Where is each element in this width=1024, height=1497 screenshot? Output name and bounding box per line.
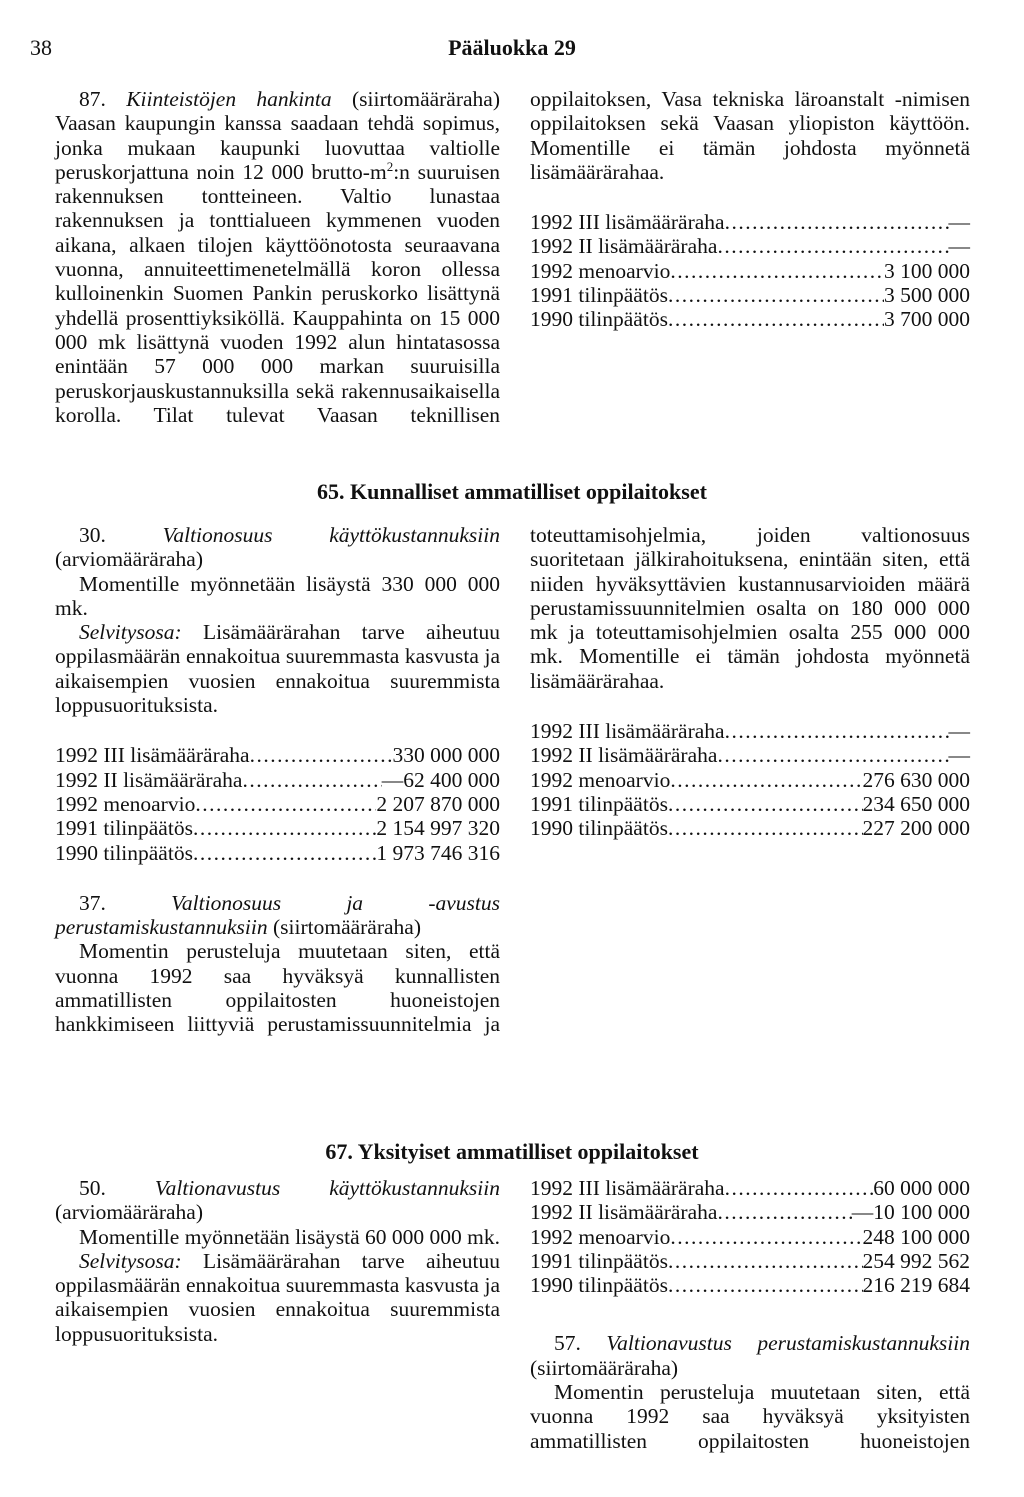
figure-row: 1992 III lisämääräraha ..... 330 000 000 <box>55 743 500 767</box>
figure-row: 1992 II lisämääräraha ..... —62 400 000 <box>55 768 500 792</box>
figure-row: 1991 tilinpäätös ..... 234 650 000 <box>530 792 970 816</box>
item-37-heading <box>55 891 500 940</box>
item-37-title: Valtionosuus ja -avustus perustamiskustannuksiin <box>55 890 500 940</box>
item-87-text-a: Vaasan kaupungin kanssa saadaan tehdä sopimus, jonka mukaan kaupunki luovuttaa valtiolle peruskorjattuna noin 12 000 brutto-m <box>55 111 500 184</box>
item-50-explanation-text: Lisämäärärahan tarve aiheutuu oppilasmäärän ennakoitua suuremmasta kasvusta ja aikaisempien vuosien ennakoitua suuremmista loppusuorituksista. <box>55 1248 500 1346</box>
figure-row: 1992 III lisämääräraha ..... 60 000 000 <box>530 1176 970 1200</box>
item-50-title: Valtionavustus käyttökustannuksiin <box>154 1176 500 1200</box>
figure-row: 1990 tilinpäätös ..... 227 200 000 <box>530 816 970 840</box>
item-50-number: 50. <box>79 1176 106 1200</box>
item-57-title: Valtionavustus perustamiskustannuksiin <box>606 1331 970 1356</box>
item-37-kind: (siirtomääräraha) <box>272 915 422 940</box>
item-57-kind: (siirtomääräraha) <box>530 1355 679 1380</box>
figure-row: 1992 menoarvio ..... 248 100 000 <box>530 1225 970 1249</box>
item-37-figures <box>530 719 970 840</box>
item-30-grant: Momentille myönnetään lisäystä 330 000 000 mk. <box>55 571 500 620</box>
item-87-number: 87. <box>79 87 106 111</box>
item-50-explanation-label: Selvitysosa: <box>79 1248 182 1273</box>
item-50-kind: (arviomääräraha) <box>55 1200 204 1225</box>
item-50-block <box>55 1176 500 1346</box>
figure-row: 1992 menoarvio ..... 2 207 870 000 <box>55 792 500 816</box>
item-87-text-continued: oppilaitoksen, Vasa tekniska läroanstalt -nimisen oppilaitoksen sekä Vaasan yliopiston käyttöön. Momentille ei tämän johdosta myönnetä lisämäärärahaa. <box>530 87 970 184</box>
figure-row: 1992 III lisämääräraha ..... — <box>530 210 970 234</box>
item-30-explanation-text: Lisämäärärahan tarve aiheutuu oppilasmäärän ennakoitua suuremmasta kasvusta ja aikaisempien vuosien ennakoitua suuremmista loppusuorituksista. <box>55 620 500 718</box>
item-87-superscript: 2 <box>386 158 394 174</box>
item-30-number: 30. <box>79 523 106 547</box>
item-50-grant: Momentille myönnetään lisäystä 60 000 000 mk. <box>79 1224 500 1249</box>
item-37-number: 37. <box>79 890 106 915</box>
figure-row: 1990 tilinpäätös ..... 1 973 746 316 <box>55 841 500 865</box>
page-title: Pääluokka 29 <box>448 35 576 60</box>
item-87-title: Kiinteistöjen hankinta <box>126 87 332 111</box>
figure-row: 1990 tilinpäätös ..... 3 700 000 <box>530 307 970 331</box>
item-87-figures <box>530 210 970 331</box>
section-67-right <box>530 1176 970 1453</box>
item-30-explanation <box>55 620 500 717</box>
section-67-title: 67. Yksityiset ammatilliset oppilaitokset <box>325 1139 699 1164</box>
item-87-text-b: :n suuruisen rakennuksen tontteineen. Valtio lunastaa rakennuksen ja tonttialueen kymmenen vuoden aikana, alkaen tilojen käyttöönotosta seuraavana vuonna, annuiteettimenetelmällä koron ollessa kulloinenkin Suomen Pankin peruskorko lisättynä yhdellä prosenttiyksiköllä. Kauppahinta on 15 000 000 mk lisättynä vuoden 1992 alun hintatasossa enintään 57 000 000 markan suuruisilla peruskorjauskustannuksilla sekä rakennusaikaisella korolla. Tilat tulevat Vaasan teknillisen <box>55 159 501 427</box>
item-50-explanation <box>55 1249 500 1346</box>
figure-row: 1992 II lisämääräraha ..... —10 100 000 <box>530 1200 970 1224</box>
item-87-kind: (siirtomääräraha) <box>351 87 501 111</box>
item-57-number: 57. <box>554 1331 581 1356</box>
item-30-explanation-label: Selvitysosa: <box>79 620 182 645</box>
figure-row: 1991 tilinpäätös ..... 254 992 562 <box>530 1249 970 1273</box>
figure-row: 1992 II lisämääräraha ..... — <box>530 234 970 258</box>
item-87-text <box>55 87 500 427</box>
figure-row: 1991 tilinpäätös ..... 3 500 000 <box>530 283 970 307</box>
section-65-title: 65. Kunnalliset ammatilliset oppilaitokset <box>317 479 707 504</box>
figure-row: 1992 III lisämääräraha ..... — <box>530 719 970 743</box>
item-30-heading <box>55 523 500 572</box>
item-57-heading <box>530 1331 970 1380</box>
item-50-figures <box>530 1176 970 1297</box>
item-30-kind: (arviomääräraha) <box>55 547 204 572</box>
figure-row: 1992 menoarvio ..... 276 630 000 <box>530 768 970 792</box>
item-37-text-continued: toteuttamisohjelmia, joiden valtionosuus suoritetaan jälkirahoituksena, enintään siten, että niiden hyväksyttävien kustannusarvioiden määrä perustamissuunnitelmien osalta on 180 000 000 mk ja toteuttamisohjelmien osalta 255 000 000 mk. Momentille ei tämän johdosta myönnetä lisämäärärahaa. <box>530 523 970 693</box>
figure-row: 1992 menoarvio ..... 3 100 000 <box>530 259 970 283</box>
item-50-heading-text <box>55 1176 500 1225</box>
section-65-right <box>530 523 970 841</box>
page-number: 38 <box>30 35 52 60</box>
item-87-left <box>55 87 500 427</box>
figure-row: 1990 tilinpäätös ..... 216 219 684 <box>530 1273 970 1297</box>
figure-row: 1991 tilinpäätös ..... 2 154 997 320 <box>55 816 500 840</box>
item-37-text: Momentin perusteluja muutetaan siten, että vuonna 1992 saa hyväksyä kunnallisten ammatillisten oppilaitosten huoneistojen hankkimiseen liittyviä perustamissuunnitelmia ja <box>55 939 500 1037</box>
figure-row: 1992 II lisämääräraha ..... — <box>530 743 970 767</box>
item-30-title: Valtionosuus käyttökustannuksiin <box>162 523 500 547</box>
item-57-text: Momentin perusteluja muutetaan siten, että vuonna 1992 saa hyväksyä yksityisten ammatillisten oppilaitosten huoneistojen <box>530 1380 970 1453</box>
item-87-right <box>530 87 970 332</box>
section-65-left <box>55 523 500 1037</box>
item-30-figures <box>55 743 500 864</box>
